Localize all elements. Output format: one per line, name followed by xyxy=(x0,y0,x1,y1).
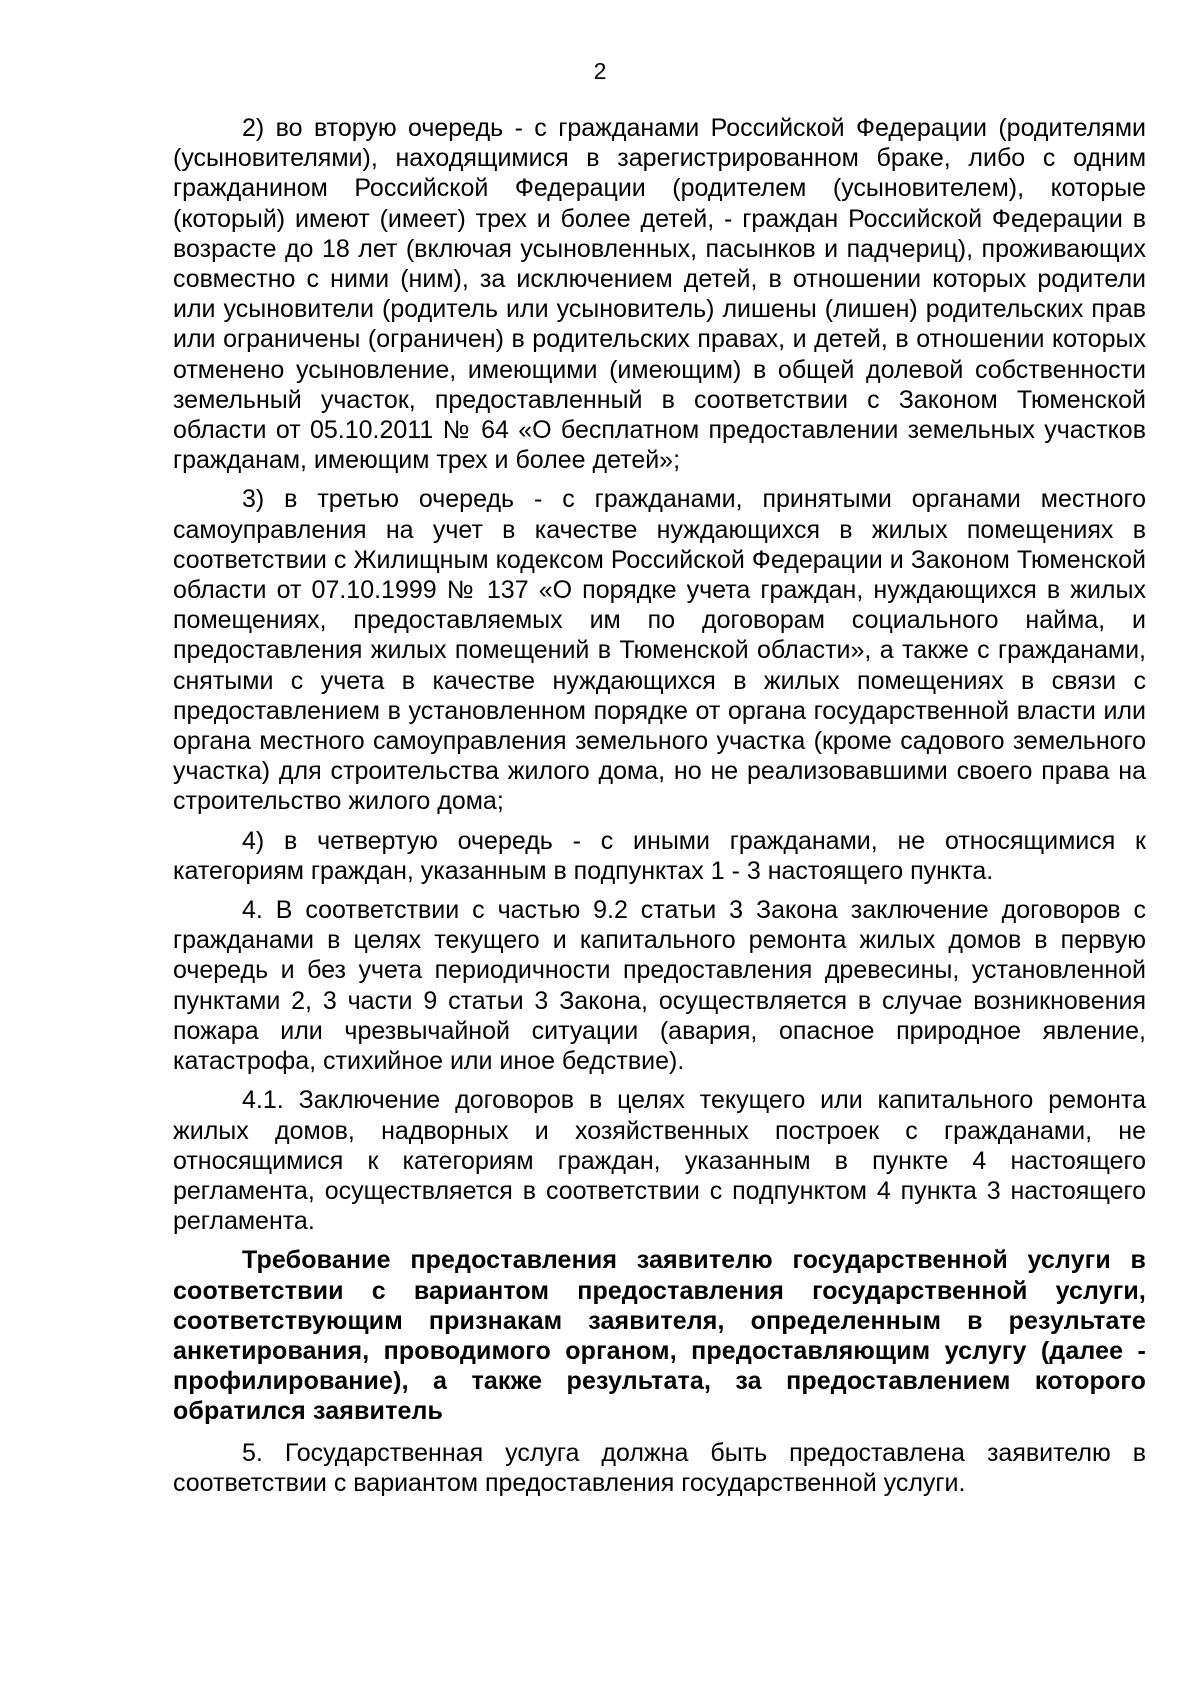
paragraph-clause-5: 5. Государственная услуга должна быть предоставлена заявителю в соответствии с вариантом предоставления государственной услуги. xyxy=(173,1438,1146,1497)
paragraph-clause-4-1: 4.1. Заключение договоров в целях текущего или капитального ремонта жилых домов, надворных и хозяйственных построек с гражданами, не относящимися к категориям граждан, указанным в пункте 4 настоящего регламента, осуществляется в соответствии с подпунктом 4 пункта 3 настоящего регламента. xyxy=(173,1086,1146,1236)
paragraph-clause-4: 4. В соответствии с частью 9.2 статьи 3 Закона заключение договоров с гражданами в целях текущего и капитального ремонта жилых домов в первую очередь и без учета периодичности предоставления древесины, установленной пунктами 2, 3 части 9 статьи 3 Закона, осуществляется в случае возникновения пожара или чрезвычайной ситуации (авария, опасное природное явление, катастрофа, стихийное или иное бедствие). xyxy=(173,896,1146,1076)
paragraph-item-3-third-priority: 3) в третью очередь - с гражданами, принятыми органами местного самоуправления на учет в качестве нуждающихся в жилых помещениях в соответствии с Жилищным кодексом Российской Федерации и Законом Тюменской области от 07.10.1999 № 137 «О порядке учета граждан, нуждающихся в жилых помещениях, предоставляемых им по договорам социального найма, и предоставления жилых помещений в Тюменской области», а также с гражданами, снятыми с учета в качестве нуждающихся в жилых помещениях в связи с предоставлением в установленном порядке от органа государственной власти или органа местного самоуправления земельного участка (кроме садового земельного участка) для строительства жилого дома, но не реализовавшими своего права на строительство жилого дома; xyxy=(173,485,1146,816)
paragraph-item-2-second-priority: 2) во вторую очередь - с гражданами Российской Федерации (родителями (усыновителями), находящимися в зарегистрированном браке, либо с одним гражданином Российской Федерации (родителем (усыновителем), которые (который) имеют (имеет) трех и более детей, - граждан Российской Федерации в возрасте до 18 лет (включая усыновленных, пасынков и падчериц), проживающих совместно с ними (ним), за исключением детей, в отношении которых родители или усыновители (родитель или усыновитель) лишены (лишен) родительских прав или ограничены (ограничен) в родительских правах, и детей, в отношении которых отменено усыновление, имеющими (имеющим) в общей долевой собственности земельный участок, предоставленный в соответствии с Законом Тюменской области от 05.10.2011 № 64 «О бесплатном предоставлении земельных участков гражданам, имеющим трех и более детей»; xyxy=(173,114,1146,475)
page-number: 2 xyxy=(593,58,607,84)
document-body xyxy=(173,113,1146,1507)
paragraph-item-4-fourth-priority: 4) в четвертую очередь - с иными гражданами, не относящимися к категориям граждан, указанным в подпунктах 1 - 3 настоящего пункта. xyxy=(173,826,1146,885)
section-heading: Требование предоставления заявителю государственной услуги в соответствии с вариантом предоставления государственной услуги, соответствующим признакам заявителя, определенным в результате анкетирования, проводимого органом, предоставляющим услугу (далее - профилирование), а также результата, за предоставлением которого обратился заявитель xyxy=(173,1246,1146,1426)
